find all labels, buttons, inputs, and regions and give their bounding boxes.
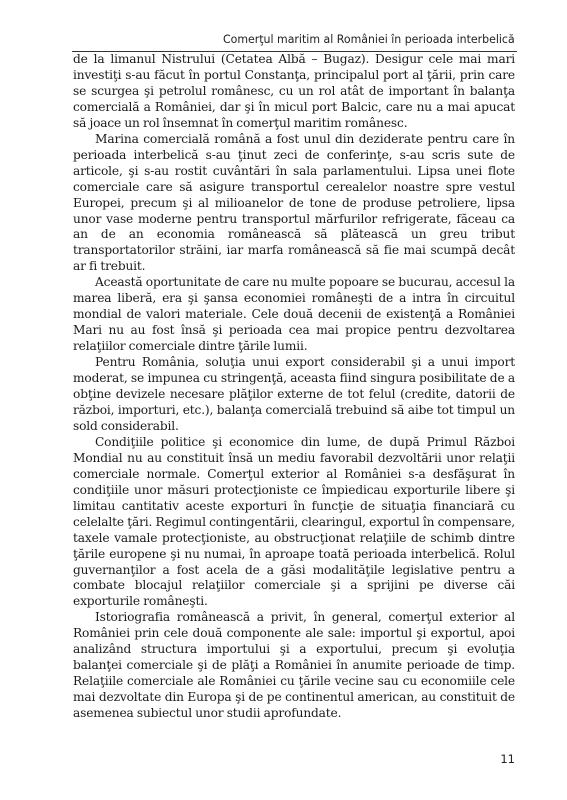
paragraph: Această oportunitate de care nu multe popoare se bucurau, accesul la marea liberă, era şi şansa economiei româneşti de a intra în circuitul mondial de valori materiale. Cele două decenii de existenţă a României Mari nu au fost însă şi perioada cea mai propice pentru dezvoltarea relaţiilor comerciale dintre ţările lumii. (73, 275, 515, 354)
body-text (73, 52, 515, 722)
paragraph: Pentru România, soluţia unui export considerabil şi a unui import moderat, se impunea cu stringenţă, aceasta fiind singura posibilitate de a obţine devizele necesare plăţilor externe de tot felul (credite, datorii de război, importuri, etc.), balanţa comercială trebuind să aibe tot timpul un sold considerabil. (73, 355, 515, 433)
paragraph: Istoriografia românească a privit, în general, comerţul exterior al României prin cele două componente ale sale: importul şi exportul, apoi analizând structura importului şi a exportului, precum şi evoluţia balanţei comerciale şi de plăţi a României în anumite perioade de timp. Relaţiile comerciale ale României cu ţările vecine sau cu economiile cele mai dezvoltate din Europa şi de pe continentul american, au constituit de asemenea subiectul unor studii aprofundate. (73, 610, 515, 721)
paragraph: de la limanul Nistrului (Cetatea Albă – Bugaz). Desigur cele mai mari investiţi s-au făcut în portul Constanţa, principalul port al ţării, prin care se scurgea şi petrolul românesc, cu un rol atât de important în balanţa comercială a României, dar şi în micul port Balcic, care nu a mai apucat să joace un rol însemnat în comerţul maritim românesc. (73, 52, 515, 130)
paragraph: Condiţiile politice şi economice din lume, de după Primul Război Mondial nu au constituit însă un mediu favorabil dezvoltării unor relaţii comerciale normale. Comerţul exterior al României s-a desfăşurat în condiţiile unor măsuri protecţioniste ce împiedicau exporturile libere şi limitau cantitativ aceste exporturi în funcţie de situaţia financiară cu celelalte ţări. Regimul contingentării, clearingul, exportul în compensare, taxele vamale protecţioniste, au obstrucţionat relaţiile de schimb dintre ţările europene şi nu numai, în aproape toată perioada interbelică. Rolul guvernanţilor a fost acela de a găsi modalităţile legislative pentru a combate blocajul relaţiilor comerciale şi a sprijini pe diverse căi exporturile româneşti. (73, 434, 515, 609)
paragraph: Marina comercială română a fost unul din deziderate pentru care în perioada interbelică s-au ţinut zeci de conferinţe, s-au scris sute de articole, şi s-au rostit cuvântări în sala parlamentului. Lipsa unei flote comerciale care să asigure transportul cerealelor noastre spre vestul Europei, precum şi al milioanelor de tone de produse petroliere, lipsa unor vase moderne pentru transportul mărfurilor refrigerate, făceau ca an de an economia românească să plătească un greu tribut transportatorilor străini, iar marfa românească să fie mai scumpă decât ar fi trebuit. (73, 131, 515, 274)
page-number: 11 (500, 752, 515, 766)
running-header: Comerţul maritim al României în perioada interbelică (223, 33, 515, 46)
